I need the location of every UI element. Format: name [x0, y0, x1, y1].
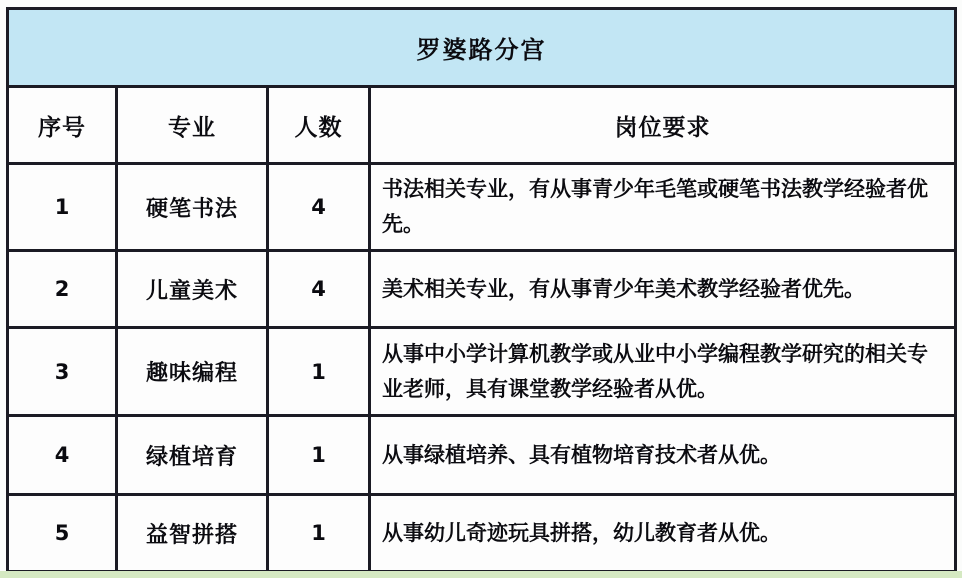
cell-no: 3	[8, 328, 117, 416]
cell-count: 1	[268, 495, 370, 572]
bottom-edge-strip	[0, 571, 962, 578]
cell-no: 1	[8, 164, 117, 251]
cell-no: 4	[8, 416, 117, 495]
cell-requirement: 从事幼儿奇迹玩具拼搭，幼儿教育者从优。	[370, 495, 956, 572]
table-row	[8, 164, 956, 251]
recruitment-table	[6, 7, 957, 573]
cell-no: 2	[8, 251, 117, 328]
table-title: 罗婆路分宫	[8, 9, 956, 87]
cell-count: 1	[268, 416, 370, 495]
cell-major: 趣味编程	[117, 328, 268, 416]
cell-count: 4	[268, 164, 370, 251]
cell-major: 绿植培育	[117, 416, 268, 495]
table-row	[8, 416, 956, 495]
column-header-no: 序号	[8, 87, 117, 164]
table-row	[8, 328, 956, 416]
column-header-major: 专业	[117, 87, 268, 164]
cell-major: 硬笔书法	[117, 164, 268, 251]
cell-no: 5	[8, 495, 117, 572]
table-header-row	[8, 87, 956, 164]
table-title-row	[8, 9, 956, 87]
column-header-requirement: 岗位要求	[370, 87, 956, 164]
cell-count: 4	[268, 251, 370, 328]
cell-requirement: 书法相关专业，有从事青少年毛笔或硬笔书法教学经验者优先。	[370, 164, 956, 251]
table-row	[8, 251, 956, 328]
cell-major: 益智拼搭	[117, 495, 268, 572]
cell-requirement: 美术相关专业，有从事青少年美术教学经验者优先。	[370, 251, 956, 328]
table-row	[8, 495, 956, 572]
cell-major: 儿童美术	[117, 251, 268, 328]
cell-requirement: 从事绿植培养、具有植物培育技术者从优。	[370, 416, 956, 495]
cell-count: 1	[268, 328, 370, 416]
cell-requirement: 从事中小学计算机教学或从业中小学编程教学研究的相关专业老师，具有课堂教学经验者从优。	[370, 328, 956, 416]
column-header-count: 人数	[268, 87, 370, 164]
